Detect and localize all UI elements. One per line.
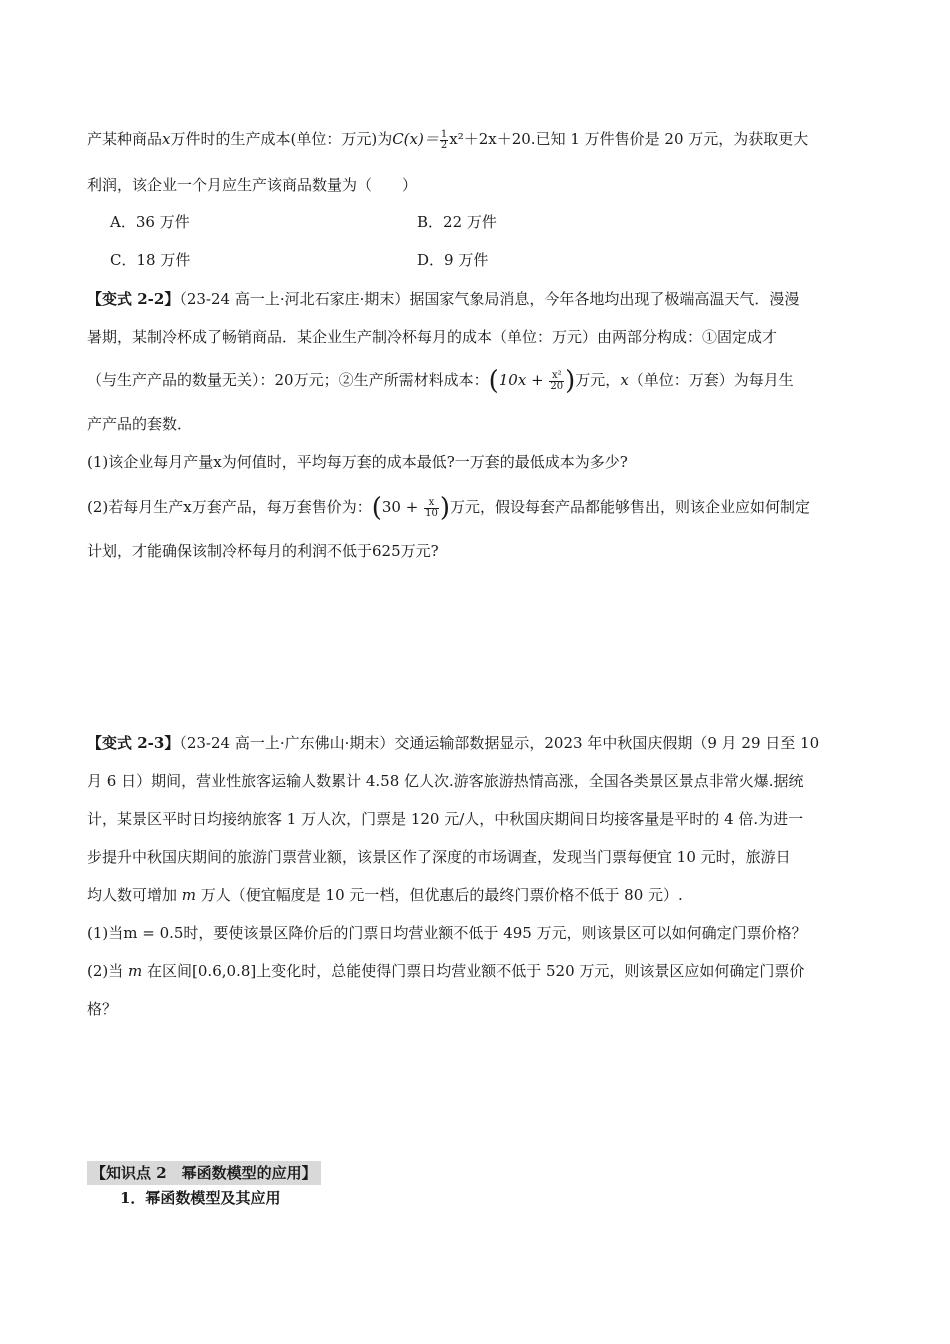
expr: 10x + — [498, 371, 549, 389]
variant23-q2-line2: 格？ — [87, 1000, 118, 1018]
variant22-line1 — [87, 288, 877, 310]
var-m: m — [181, 886, 197, 904]
text: 均人数可增加 — [87, 886, 182, 904]
fraction — [424, 498, 439, 519]
variant23-line4: 步提升中秋国庆期间的旅游门票营业额，该景区作了深度的市场调查，发现当门票每便宜 10 元时，旅游日 — [87, 848, 791, 866]
knowledge-heading: 【知识点 2 幂函数模型的应用】 — [87, 1161, 321, 1185]
func-c: C(x)＝ — [392, 130, 439, 148]
var-x: x — [620, 371, 629, 389]
paren-open: ( — [488, 366, 499, 396]
text: x²＋2x＋20.已知 1 万件售价是 20 万元，为获取更大 — [449, 130, 809, 148]
variant22-line4: 产产品的套数． — [87, 415, 193, 433]
text: (2)当 — [87, 962, 129, 980]
text: (2)若每月生产x万套产品，每万套售价为： — [87, 498, 372, 516]
variant23-line2: 月 6 日）期间，营业性旅客运输人数累计 4.58 亿人次.游客旅游热情高涨，全国各类景区景点非常火爆.据统 — [87, 772, 804, 790]
problem1-line2: 利润，该企业一个月应生产该商品数量为（ ） — [87, 176, 418, 194]
variant23-line3: 计，某景区平时日均接纳旅客 1 万人次，门票是 120 元/人，中秋国庆期间日均接客量是平时的 4 倍.为进一 — [87, 810, 804, 828]
fraction-half — [440, 130, 448, 151]
frac-num: x — [424, 498, 439, 509]
text: （与生产产品的数量无关）：20万元；②生产所需材料成本： — [87, 371, 489, 389]
text: 万元， — [575, 371, 621, 389]
expr: 30 + — [381, 498, 424, 516]
option-a: A．36 万件 — [110, 213, 190, 231]
fraction — [549, 371, 564, 392]
var-m: m — [128, 962, 143, 980]
variant23-q2 — [87, 960, 877, 982]
paren-open: ( — [371, 493, 382, 523]
knowledge-subheading: 1．幂函数模型及其应用 — [120, 1189, 281, 1207]
option-d: D．9 万件 — [417, 251, 489, 269]
variant23-q1: (1)当m = 0.5时，要使该景区降价后的门票日均营业额不低于 495 万元，则该景区可以如何确定门票价格？ — [87, 924, 807, 942]
option-b: B．22 万件 — [417, 213, 497, 231]
text: （23-24 高一上·广东佛山·期末）交通运输部数据显示，2023 年中秋国庆假期（9 月 29 日至 10 — [179, 734, 820, 752]
text: 产某种商品 — [87, 130, 163, 148]
text: 据国家气象局消息，今年各地均出现了极端高温天气．漫漫 — [409, 290, 800, 308]
variant-label: 【变式 2-3】 — [87, 734, 180, 752]
variant23-line5 — [87, 884, 877, 906]
problem1-line1 — [87, 128, 877, 151]
text: 万人（便宜幅度是 10 元一档，但优惠后的最终门票价格不低于 80 元）. — [196, 886, 683, 904]
frac-num: 1 — [440, 128, 448, 140]
source: （23-24 高一上·河北石家庄·期末） — [179, 290, 410, 308]
paren-close: ) — [565, 366, 576, 396]
variant22-q2 — [87, 493, 877, 523]
frac-den: 20 — [550, 380, 564, 392]
text: （单位：万套）为每月生 — [628, 371, 794, 389]
frac-num: x² — [549, 371, 564, 382]
paren-close: ) — [439, 493, 450, 523]
frac-den: 2 — [440, 139, 448, 151]
frac-den: 10 — [425, 507, 438, 519]
variant-label: 【变式 2-2】 — [87, 290, 180, 308]
variant22-line2: 暑期，某制冷杯成了畅销商品．某企业生产制冷杯每月的成本（单位：万元）由两部分构成：①固定成才 — [87, 328, 778, 346]
variant23-line1 — [87, 732, 877, 754]
var-x: x — [162, 130, 171, 148]
text: 万元，假设每套产品都能够售出，则该企业应如何制定 — [449, 498, 810, 516]
text: 在区间[0.6,0.8]上变化时，总能使得门票日均营业额不低于 520 万元，则该景区应如何确定门票价 — [142, 962, 805, 980]
variant22-line3 — [87, 366, 877, 396]
text: 万件时的生产成本(单位：万元)为 — [170, 130, 393, 148]
variant22-q1: (1)该企业每月产量x为何值时，平均每万套的成本最低?一万套的最低成本为多少? — [87, 453, 628, 471]
variant22-q2-line2: 计划，才能确保该制冷杯每月的利润不低于625万元? — [87, 542, 439, 560]
option-c: C．18 万件 — [110, 251, 191, 269]
